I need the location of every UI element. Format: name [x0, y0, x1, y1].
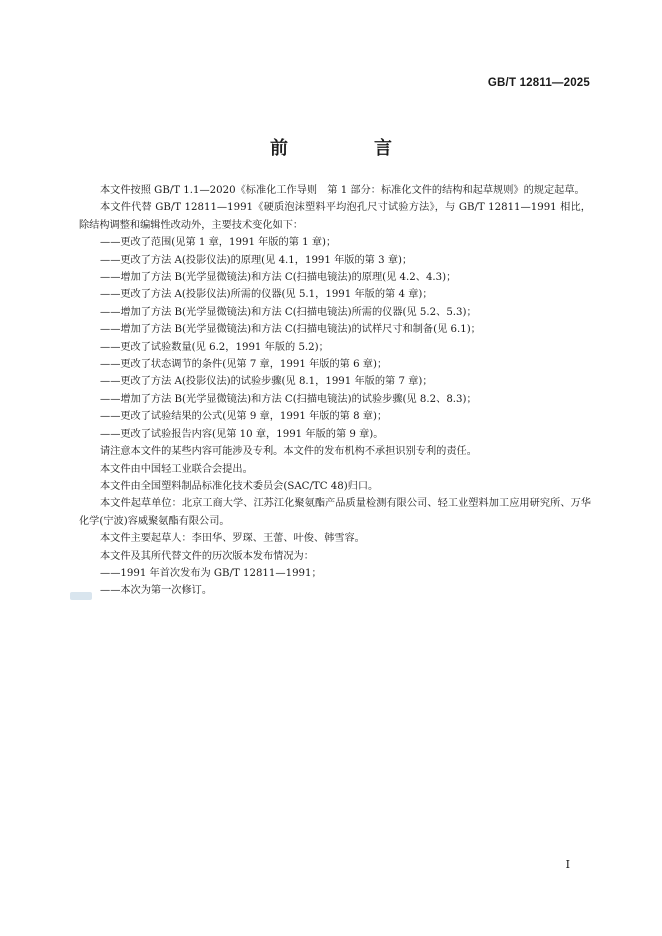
paragraph: 本文件主要起草人：李田华、罗琛、王蕾、叶俊、韩雪容。: [100, 533, 365, 545]
margin-mark: [70, 592, 92, 600]
page-title: 前 言: [270, 138, 426, 159]
standard-number: GB/T 12811—2025: [487, 77, 590, 89]
change-item: ——更改了范围(见第 1 章，1991 年版的第 1 章)；: [100, 237, 337, 249]
history-item: ——本次为第一次修订。: [100, 585, 213, 597]
paragraph: 本文件起草单位：北京工商大学、江苏江化聚氨酯产品质量检测有限公司、轻工业塑料加工应用研究所、万华化学(宁波)容威聚氨酯有限公司。: [79, 498, 591, 527]
change-item: ——更改了试验结果的公式(见第 9 章，1991 年版的第 8 章)；: [100, 411, 388, 423]
paragraph: 本文件代替 GB/T 12811—1991《硬质泡沫塑料平均泡孔尺寸试验方法》，与 GB/T 12811—1991 相比，除结构调整和编辑性改动外，主要技术变化如下：: [79, 202, 591, 231]
change-item: ——更改了状态调节的条件(见第 7 章，1991 年版的第 6 章)；: [100, 359, 388, 371]
change-item: ——更改了试验数量(见 6.2，1991 年版的 5.2)；: [100, 341, 329, 353]
change-item: ——更改了方法 A(投影仪法)的原理(见 4.1，1991 年版的第 3 章)；: [100, 254, 413, 266]
paragraph: 本文件由中国轻工业联合会提出。: [100, 463, 253, 475]
change-item: ——增加了方法 B(光学显微镜法)和方法 C(扫描电镜法)所需的仪器(见 5.2、5.3)；: [100, 306, 477, 318]
change-item: ——增加了方法 B(光学显微镜法)和方法 C(扫描电镜法)的原理(见 4.2、4.3)；: [100, 272, 457, 284]
history-item: ——1991 年首次发布为 GB/T 12811—1991；: [100, 567, 322, 579]
change-item: ——增加了方法 B(光学显微镜法)和方法 C(扫描电镜法)的试验步骤(见 8.2、8.3)；: [100, 393, 477, 405]
paragraph: 本文件由全国塑料制品标准化技术委员会(SAC/TC 48)归口。: [100, 480, 379, 492]
document-body: [79, 182, 591, 600]
change-item: ——更改了方法 A(投影仪法)所需的仪器(见 5.1，1991 年版的第 4 章)；: [100, 289, 433, 301]
change-item: ——增加了方法 B(光学显微镜法)和方法 C(扫描电镜法)的试样尺寸和制备(见 6.1)；: [100, 324, 481, 336]
paragraph: 本文件及其所代替文件的历次版本发布情况为：: [100, 550, 314, 562]
change-item: ——更改了方法 A(投影仪法)的试验步骤(见 8.1，1991 年版的第 7 章)；: [100, 376, 433, 388]
paragraph: 本文件按照 GB/T 1.1—2020《标准化工作导则 第 1 部分：标准化文件的结构和起草规则》的规定起草。: [100, 185, 585, 196]
page-number: I: [565, 858, 570, 871]
change-item: ——更改了试验报告内容(见第 10 章，1991 年版的第 9 章)。: [100, 428, 384, 440]
paragraph: 请注意本文件的某些内容可能涉及专利。本文件的发布机构不承担识别专利的责任。: [100, 446, 477, 458]
